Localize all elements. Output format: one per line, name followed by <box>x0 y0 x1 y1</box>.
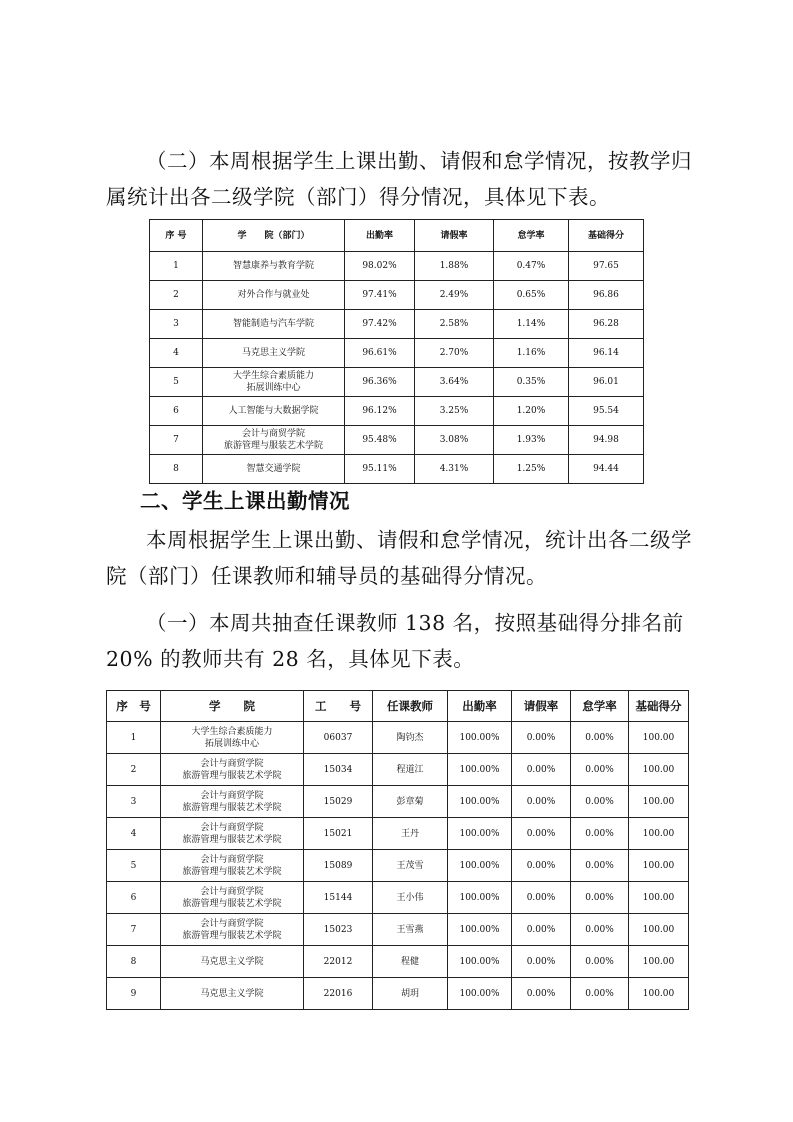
table-cell: 1.16% <box>494 339 569 368</box>
column-header: 学 院（部门） <box>203 220 345 252</box>
table-cell: 96.28 <box>569 310 644 339</box>
table-row <box>107 722 689 754</box>
table-cell: 6 <box>150 397 203 426</box>
table-cell: 22016 <box>304 978 373 1010</box>
table-cell: 1.25% <box>494 455 569 484</box>
table-cell: 0.00% <box>571 850 629 882</box>
table-cell: 智慧交通学院 <box>203 455 345 484</box>
table-cell: 15029 <box>304 786 373 818</box>
table-cell: 7 <box>107 914 161 946</box>
table-cell: 0.00% <box>571 914 629 946</box>
table-cell: 马克思主义学院 <box>203 339 345 368</box>
table-cell: 22012 <box>304 946 373 978</box>
column-header: 基础得分 <box>629 691 689 722</box>
table-cell: 3.25% <box>415 397 494 426</box>
column-header: 请假率 <box>415 220 494 252</box>
table-cell: 程道江 <box>373 754 448 786</box>
table-cell: 100.00 <box>629 882 689 914</box>
table-cell: 3.64% <box>415 368 494 397</box>
college-score-table <box>149 219 644 484</box>
column-header: 怠学率 <box>571 691 629 722</box>
table-cell: 9 <box>107 978 161 1010</box>
table-cell: 100.00 <box>629 914 689 946</box>
table-cell: 0.00% <box>512 850 571 882</box>
table-cell: 1 <box>150 252 203 281</box>
table-cell: 1.93% <box>494 426 569 455</box>
table-row <box>107 882 689 914</box>
table-cell: 2 <box>150 281 203 310</box>
table-cell: 100.00% <box>448 914 512 946</box>
column-header: 序 号 <box>150 220 203 252</box>
table-cell: 95.54 <box>569 397 644 426</box>
table-cell: 100.00 <box>629 818 689 850</box>
table-cell: 会计与商贸学院 旅游管理与服装艺术学院 <box>161 818 304 850</box>
table-row <box>107 818 689 850</box>
table-cell: 2.58% <box>415 310 494 339</box>
table-row <box>107 850 689 882</box>
table-cell: 100.00 <box>629 978 689 1010</box>
section-paragraph-3-text: （一）本周共抽查任课教师 138 名，按照基础得分排名前 20% 的教师共有 28 名，具体见下表。 <box>106 611 684 671</box>
table-cell: 98.02% <box>345 252 415 281</box>
table-cell: 15034 <box>304 754 373 786</box>
table-cell: 陶钧杰 <box>373 722 448 754</box>
table-row <box>150 455 644 484</box>
table-cell: 0.00% <box>512 946 571 978</box>
column-header: 出勤率 <box>448 691 512 722</box>
table-cell: 2 <box>107 754 161 786</box>
table-cell: 15021 <box>304 818 373 850</box>
table-cell: 程健 <box>373 946 448 978</box>
column-header: 学 院 <box>161 691 304 722</box>
table-cell: 100.00% <box>448 882 512 914</box>
table-cell: 7 <box>150 426 203 455</box>
table-cell: 0.00% <box>571 786 629 818</box>
section-heading: 二、学生上课出勤情况 <box>140 489 350 513</box>
table-cell: 100.00% <box>448 754 512 786</box>
table-cell: 06037 <box>304 722 373 754</box>
table-cell: 1.20% <box>494 397 569 426</box>
table-cell: 4 <box>107 818 161 850</box>
table-cell: 0.00% <box>571 978 629 1010</box>
table-cell: 1.88% <box>415 252 494 281</box>
column-header: 工 号 <box>304 691 373 722</box>
table-cell: 大学生综合素质能力 拓展训练中心 <box>203 368 345 397</box>
column-header: 基础得分 <box>569 220 644 252</box>
section-paragraph-1 <box>106 143 696 215</box>
table-cell: 胡玥 <box>373 978 448 1010</box>
table-cell: 5 <box>107 850 161 882</box>
table-cell: 100.00 <box>629 786 689 818</box>
table-cell: 智慧康养与教育学院 <box>203 252 345 281</box>
table-cell: 100.00 <box>629 850 689 882</box>
table-cell: 会计与商贸学院 旅游管理与服装艺术学院 <box>161 914 304 946</box>
table-cell: 对外合作与就业处 <box>203 281 345 310</box>
table-header-row <box>107 691 689 722</box>
table-cell: 会计与商贸学院 旅游管理与服装艺术学院 <box>161 754 304 786</box>
table-cell: 王雪燕 <box>373 914 448 946</box>
table-cell: 0.00% <box>512 754 571 786</box>
table-cell: 3 <box>107 786 161 818</box>
table-row <box>150 368 644 397</box>
table-cell: 8 <box>107 946 161 978</box>
table-cell: 100.00% <box>448 786 512 818</box>
table-row <box>150 397 644 426</box>
table-cell: 2.49% <box>415 281 494 310</box>
table-cell: 100.00 <box>629 946 689 978</box>
table-cell: 100.00 <box>629 754 689 786</box>
table-cell: 96.12% <box>345 397 415 426</box>
table-row <box>107 914 689 946</box>
table-cell: 95.11% <box>345 455 415 484</box>
table-cell: 0.00% <box>512 882 571 914</box>
table-cell: 4.31% <box>415 455 494 484</box>
table-cell: 会计与商贸学院 旅游管理与服装艺术学院 <box>161 850 304 882</box>
table-row <box>150 281 644 310</box>
table-row <box>107 946 689 978</box>
table-cell: 马克思主义学院 <box>161 978 304 1010</box>
table-cell: 1.14% <box>494 310 569 339</box>
table-cell: 5 <box>150 368 203 397</box>
table-cell: 95.48% <box>345 426 415 455</box>
table-cell: 96.14 <box>569 339 644 368</box>
table-row <box>107 786 689 818</box>
table-cell: 96.01 <box>569 368 644 397</box>
table-cell: 100.00% <box>448 946 512 978</box>
column-header: 出勤率 <box>345 220 415 252</box>
table-cell: 15144 <box>304 882 373 914</box>
table-cell: 100.00 <box>629 722 689 754</box>
table-cell: 0.00% <box>512 786 571 818</box>
table-cell: 100.00% <box>448 850 512 882</box>
section-paragraph-2-text: 本周根据学生上课出勤、请假和怠学情况，统计出各二级学院（部门）任课教师和辅导员的基础得分情况。 <box>106 528 692 588</box>
table-cell: 0.65% <box>494 281 569 310</box>
table-cell: 大学生综合素质能力 拓展训练中心 <box>161 722 304 754</box>
table-cell: 0.00% <box>512 914 571 946</box>
table-cell: 智能制造与汽车学院 <box>203 310 345 339</box>
table-cell: 94.44 <box>569 455 644 484</box>
table-cell: 97.65 <box>569 252 644 281</box>
table-row <box>150 252 644 281</box>
table-cell: 100.00% <box>448 978 512 1010</box>
table-row <box>107 978 689 1010</box>
table-cell: 15089 <box>304 850 373 882</box>
table-cell: 0.00% <box>571 946 629 978</box>
column-header: 怠学率 <box>494 220 569 252</box>
table-cell: 96.36% <box>345 368 415 397</box>
section-paragraph-2 <box>106 522 696 594</box>
table-cell: 97.42% <box>345 310 415 339</box>
table-cell: 0.00% <box>571 818 629 850</box>
table-cell: 0.47% <box>494 252 569 281</box>
table-cell: 100.00% <box>448 818 512 850</box>
column-header: 请假率 <box>512 691 571 722</box>
table-cell: 100.00% <box>448 722 512 754</box>
table-cell: 王小伟 <box>373 882 448 914</box>
table-row <box>150 426 644 455</box>
table-cell: 1 <box>107 722 161 754</box>
table-cell: 王丹 <box>373 818 448 850</box>
table-cell: 会计与商贸学院 旅游管理与服装艺术学院 <box>161 882 304 914</box>
table-cell: 94.98 <box>569 426 644 455</box>
table-cell: 2.70% <box>415 339 494 368</box>
table-cell: 彭章菊 <box>373 786 448 818</box>
table-cell: 6 <box>107 882 161 914</box>
table-cell: 97.41% <box>345 281 415 310</box>
table-header-row <box>150 220 644 252</box>
table-row <box>150 339 644 368</box>
table-cell: 0.35% <box>494 368 569 397</box>
table-cell: 15023 <box>304 914 373 946</box>
table-cell: 3.08% <box>415 426 494 455</box>
table-cell: 0.00% <box>571 882 629 914</box>
table-cell: 0.00% <box>512 978 571 1010</box>
section-paragraph-3 <box>106 605 696 677</box>
table-cell: 0.00% <box>571 722 629 754</box>
column-header: 任课教师 <box>373 691 448 722</box>
section-paragraph-1-text: （二）本周根据学生上课出勤、请假和怠学情况，按教学归属统计出各二级学院（部门）得分情况，具体见下表。 <box>106 149 692 209</box>
teacher-score-table <box>106 690 689 1010</box>
table-cell: 8 <box>150 455 203 484</box>
table-cell: 96.86 <box>569 281 644 310</box>
table-cell: 0.00% <box>571 754 629 786</box>
table-cell: 0.00% <box>512 722 571 754</box>
table-cell: 3 <box>150 310 203 339</box>
table-cell: 马克思主义学院 <box>161 946 304 978</box>
table-cell: 4 <box>150 339 203 368</box>
table-cell: 王茂雪 <box>373 850 448 882</box>
table-cell: 会计与商贸学院 旅游管理与服装艺术学院 <box>161 786 304 818</box>
table-cell: 会计与商贸学院 旅游管理与服装艺术学院 <box>203 426 345 455</box>
table-row <box>107 754 689 786</box>
column-header: 序 号 <box>107 691 161 722</box>
table-row <box>150 310 644 339</box>
table-cell: 0.00% <box>512 818 571 850</box>
table-cell: 人工智能与大数据学院 <box>203 397 345 426</box>
table-cell: 96.61% <box>345 339 415 368</box>
